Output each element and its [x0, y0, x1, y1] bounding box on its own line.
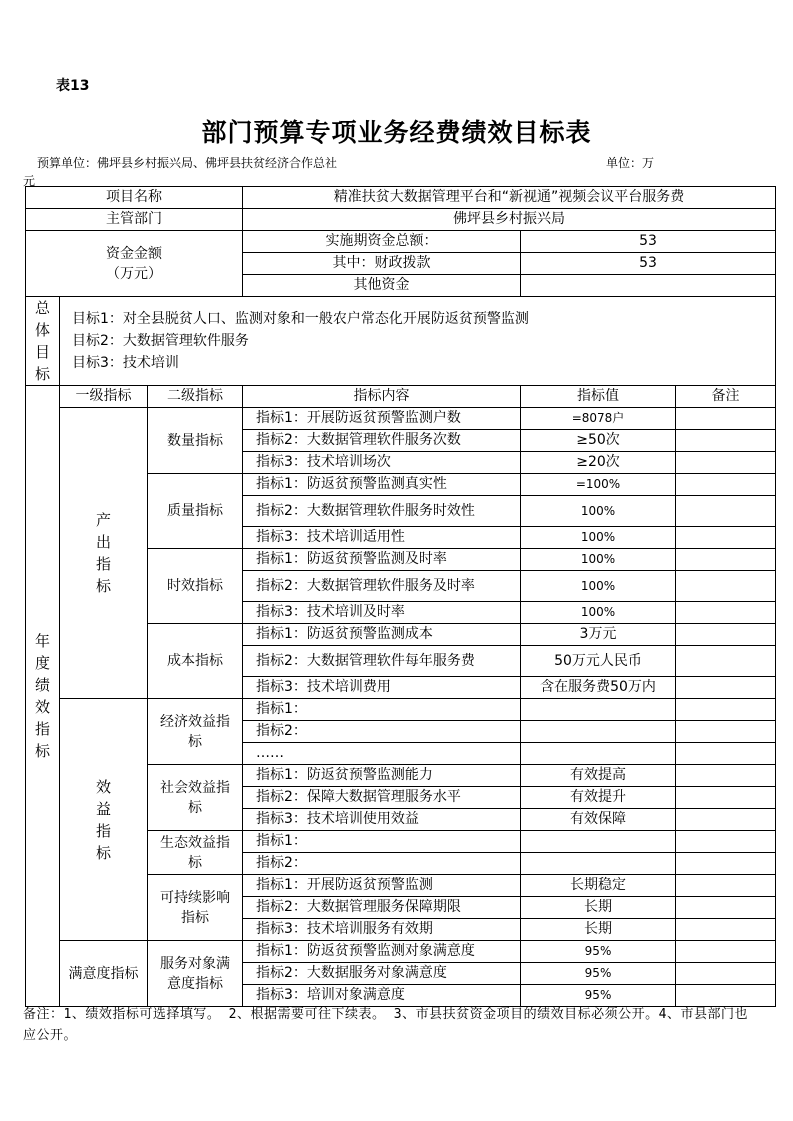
indicator-content: 指标2：大数据管理软件每年服务费 [243, 646, 521, 677]
indicator-value: 100% [521, 602, 676, 624]
indicator-content: 指标2： [243, 853, 521, 875]
row-fund-total [26, 231, 776, 253]
indicator-content: 指标1：防返贫预警监测对象满意度 [243, 941, 521, 963]
unit-label-wrap: 元 [23, 174, 36, 188]
indicator-content: 指标2：保障大数据管理服务水平 [243, 787, 521, 809]
indicator-value [521, 721, 676, 743]
indicator-content: 指标1：防返贫预警监测真实性 [243, 474, 521, 496]
indicator-value: ≥50次 [521, 430, 676, 452]
total-fund-value: 53 [521, 231, 776, 253]
other-fund-label: 其他资金 [243, 275, 521, 297]
indicator-value: 有效保障 [521, 809, 676, 831]
indicator-value: 有效提升 [521, 787, 676, 809]
page-title: 部门预算专项业务经费绩效目标表 [201, 118, 592, 147]
indicator-value: =8078户 [521, 408, 676, 430]
indicator-value: 3万元 [521, 624, 676, 646]
indicator-content: 指标2：大数据管理软件服务时效性 [243, 496, 521, 527]
indicator-value: 100% [521, 571, 676, 602]
level1-indicator: 效益指标 [60, 699, 148, 941]
indicator-note [676, 721, 776, 743]
annual-indicators-label: 年度绩效指标 [26, 386, 60, 1007]
indicator-value: 100% [521, 549, 676, 571]
indicator-content: 指标3：技术培训适用性 [243, 527, 521, 549]
indicator-content: 指标2：大数据管理服务保障期限 [243, 897, 521, 919]
indicator-content: 指标1： [243, 831, 521, 853]
indicator-note [676, 831, 776, 853]
indicator-note [676, 452, 776, 474]
header-note: 备注 [676, 386, 776, 408]
indicator-value: 长期 [521, 897, 676, 919]
indicator-value: 50万元人民币 [521, 646, 676, 677]
indicator-note [676, 408, 776, 430]
indicator-content: 指标1： [243, 699, 521, 721]
goals-content [60, 297, 776, 386]
indicator-value [521, 831, 676, 853]
indicator-note [676, 809, 776, 831]
indicator-note [676, 919, 776, 941]
indicator-value: 长期 [521, 919, 676, 941]
row-goals [26, 297, 776, 386]
indicator-content: 指标3：技术培训场次 [243, 452, 521, 474]
row-department [26, 209, 776, 231]
indicator-note [676, 549, 776, 571]
indicator-content: 指标1：防返贫预警监测成本 [243, 624, 521, 646]
indicator-value [521, 699, 676, 721]
indicator-value: ≥20次 [521, 452, 676, 474]
indicator-value: 100% [521, 527, 676, 549]
header-level1: 一级指标 [60, 386, 148, 408]
header-content: 指标内容 [243, 386, 521, 408]
indicator-content: 指标3：技术培训服务有效期 [243, 919, 521, 941]
level2-indicator: 服务对象满意度指标 [148, 941, 243, 1007]
row-project-name [26, 187, 776, 209]
indicator-value: 95% [521, 963, 676, 985]
level1-indicator: 满意度指标 [60, 941, 148, 1007]
indicator-row [26, 699, 776, 721]
indicator-note [676, 602, 776, 624]
goal-1: 目标1：对全县脱贫人口、监测对象和一般农户常态化开展防返贫预警监测 [72, 311, 529, 327]
indicator-row [26, 408, 776, 430]
project-name-label: 项目名称 [26, 187, 243, 209]
indicator-content: 指标1：防返贫预警监测及时率 [243, 549, 521, 571]
header-level2: 二级指标 [148, 386, 243, 408]
indicator-note [676, 699, 776, 721]
project-name-value: 精准扶贫大数据管理平台和“新视通”视频会议平台服务费 [243, 187, 776, 209]
level1-indicator: 产出指标 [60, 408, 148, 699]
indicator-content: 指标1：防返贫预警监测能力 [243, 765, 521, 787]
indicator-value [521, 853, 676, 875]
level2-indicator: 时效指标 [148, 549, 243, 624]
indicator-note [676, 941, 776, 963]
indicator-row [26, 941, 776, 963]
indicator-content: 指标3：技术培训使用效益 [243, 809, 521, 831]
level2-indicator: 数量指标 [148, 408, 243, 474]
indicator-note [676, 787, 776, 809]
level2-indicator: 社会效益指标 [148, 765, 243, 831]
indicator-note [676, 677, 776, 699]
indicator-value: 含在服务费50万内 [521, 677, 676, 699]
indicator-value: 95% [521, 985, 676, 1007]
indicator-content: 指标2：大数据管理软件服务次数 [243, 430, 521, 452]
indicator-content: …… [243, 743, 521, 765]
indicator-value [521, 743, 676, 765]
indicator-value: 长期稳定 [521, 875, 676, 897]
indicator-value: =100% [521, 474, 676, 496]
fund-amount-label [26, 231, 243, 297]
row-indicator-header [26, 386, 776, 408]
footnote: 备注：1、绩效指标可选择填写。 2、根据需要可往下续表。 3、市县扶贫资金项目的绩效目标必须公开。4、市县部门也应公开。 [23, 1007, 748, 1043]
department-value: 佛坪县乡村振兴局 [243, 209, 776, 231]
header-value: 指标值 [521, 386, 676, 408]
indicator-note [676, 853, 776, 875]
department-label: 主管部门 [26, 209, 243, 231]
fund-unit: （万元） [106, 265, 162, 282]
budget-unit: 预算单位：佛坪县乡村振兴局、佛坪县扶贫经济合作总社 [37, 156, 338, 170]
indicator-note [676, 743, 776, 765]
indicator-note [676, 646, 776, 677]
goal-3: 目标3：技术培训 [72, 355, 179, 371]
indicator-note [676, 963, 776, 985]
indicator-note [676, 430, 776, 452]
unit-label: 单位：万 [606, 156, 655, 170]
indicator-content: 指标1：开展防返贫预警监测户数 [243, 408, 521, 430]
level2-indicator: 成本指标 [148, 624, 243, 699]
indicator-note [676, 624, 776, 646]
indicator-note [676, 897, 776, 919]
goal-2: 目标2：大数据管理软件服务 [72, 333, 249, 349]
indicator-content: 指标2： [243, 721, 521, 743]
fiscal-fund-value: 53 [521, 253, 776, 275]
goals-label: 总体目标 [26, 297, 60, 386]
indicator-note [676, 571, 776, 602]
indicator-content: 指标3：技术培训及时率 [243, 602, 521, 624]
indicator-content: 指标1：开展防返贫预警监测 [243, 875, 521, 897]
level2-indicator: 质量指标 [148, 474, 243, 549]
indicator-value: 有效提高 [521, 765, 676, 787]
indicator-content: 指标2：大数据服务对象满意度 [243, 963, 521, 985]
indicator-note [676, 527, 776, 549]
indicator-content: 指标3：培训对象满意度 [243, 985, 521, 1007]
level2-indicator: 经济效益指标 [148, 699, 243, 765]
indicator-note [676, 765, 776, 787]
indicator-note [676, 474, 776, 496]
other-fund-value [521, 275, 776, 297]
indicator-content: 指标2：大数据管理软件服务及时率 [243, 571, 521, 602]
level2-indicator: 可持续影响指标 [148, 875, 243, 941]
performance-table [25, 186, 776, 1007]
indicator-value: 100% [521, 496, 676, 527]
indicator-note [676, 496, 776, 527]
indicator-value: 95% [521, 941, 676, 963]
indicator-note [676, 875, 776, 897]
indicator-content: 指标3：技术培训费用 [243, 677, 521, 699]
level2-indicator: 生态效益指标 [148, 831, 243, 875]
table-number: 表13 [56, 78, 90, 94]
fiscal-fund-label: 其中：财政拨款 [243, 253, 521, 275]
total-fund-label: 实施期资金总额： [243, 231, 521, 253]
fund-label: 资金金额 [106, 245, 162, 262]
